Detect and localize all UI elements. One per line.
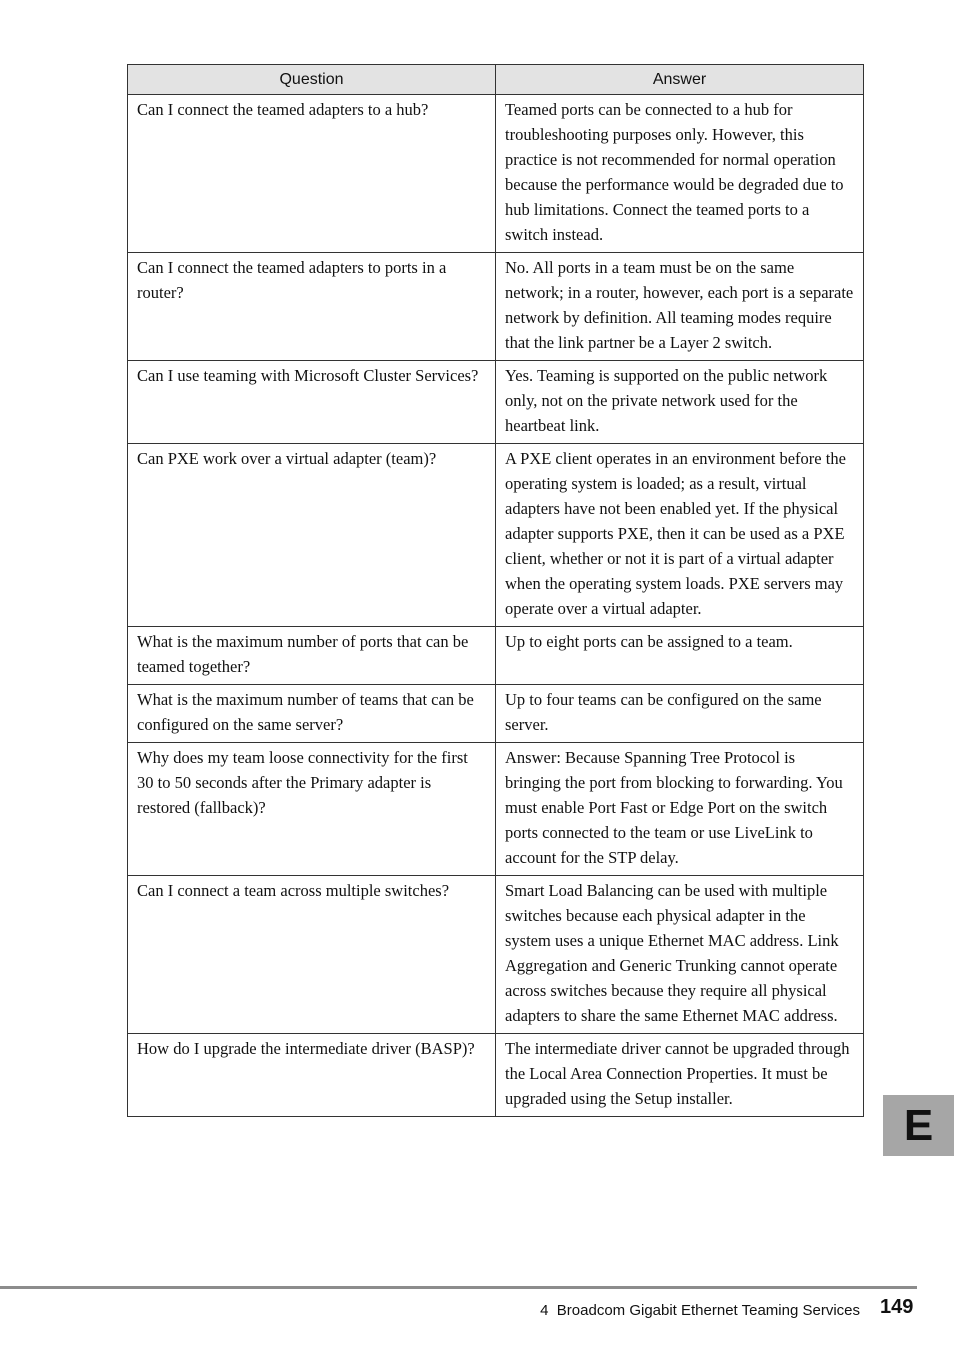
question-cell: How do I upgrade the intermediate driver (BASP)? xyxy=(128,1034,496,1117)
footer-divider xyxy=(0,1286,917,1289)
table-row xyxy=(128,743,864,876)
question-cell: Can I connect a team across multiple switches? xyxy=(128,876,496,1034)
answer-cell: Teamed ports can be connected to a hub for troubleshooting purposes only. However, this practice is not recommended for normal operation because the performance would be degraded due to hub limitations. Connect the teamed ports to a switch instead. xyxy=(496,95,864,253)
table-header-row xyxy=(128,65,864,95)
answer-cell: A PXE client operates in an environment before the operating system is loaded; as a result, virtual adapters have not been enabled yet. If the physical adapter supports PXE, then it can be used as a PXE client, whether or not it is part of a virtual adapter when the operating system loads. PXE servers may operate over a virtual adapter. xyxy=(496,444,864,627)
table-row xyxy=(128,876,864,1034)
answer-cell: Yes. Teaming is supported on the public network only, not on the private network used for the heartbeat link. xyxy=(496,361,864,444)
answer-cell: The intermediate driver cannot be upgraded through the Local Area Connection Properties. It must be upgraded using the Setup installer. xyxy=(496,1034,864,1117)
column-header-question: Question xyxy=(128,65,496,95)
table-row xyxy=(128,627,864,685)
faq-table xyxy=(127,64,864,1117)
question-cell: What is the maximum number of teams that can be configured on the same server? xyxy=(128,685,496,743)
page-number: 149 xyxy=(880,1296,914,1318)
section-tab-marker: E xyxy=(883,1095,954,1156)
question-cell: Can I use teaming with Microsoft Cluster Services? xyxy=(128,361,496,444)
table-row xyxy=(128,361,864,444)
answer-cell: Up to four teams can be configured on the same server. xyxy=(496,685,864,743)
question-cell: What is the maximum number of ports that can be teamed together? xyxy=(128,627,496,685)
answer-cell: No. All ports in a team must be on the same network; in a router, however, each port is a separate network by definition. All teaming modes require that the link partner be a Layer 2 switch. xyxy=(496,253,864,361)
column-header-answer: Answer xyxy=(496,65,864,95)
question-cell: Can PXE work over a virtual adapter (team)? xyxy=(128,444,496,627)
question-cell: Why does my team loose connectivity for the first 30 to 50 seconds after the Primary adapter is restored (fallback)? xyxy=(128,743,496,876)
question-cell: Can I connect the teamed adapters to a hub? xyxy=(128,95,496,253)
table-row xyxy=(128,253,864,361)
question-cell: Can I connect the teamed adapters to ports in a router? xyxy=(128,253,496,361)
table-row xyxy=(128,685,864,743)
answer-cell: Up to eight ports can be assigned to a team. xyxy=(496,627,864,685)
table-row xyxy=(128,95,864,253)
answer-cell: Smart Load Balancing can be used with multiple switches because each physical adapter in the system uses a unique Ethernet MAC address. Link Aggregation and Generic Trunking cannot operate across switches because they require all physical adapters to share the same Ethernet MAC address. xyxy=(496,876,864,1034)
answer-cell: Answer: Because Spanning Tree Protocol is bringing the port from blocking to forwarding. You must enable Port Fast or Edge Port on the switch ports connected to the team or use LiveLink to account for the STP delay. xyxy=(496,743,864,876)
footer-chapter-title: 4 Broadcom Gigabit Ethernet Teaming Services xyxy=(540,1302,860,1319)
table-row xyxy=(128,1034,864,1117)
table-row xyxy=(128,444,864,627)
